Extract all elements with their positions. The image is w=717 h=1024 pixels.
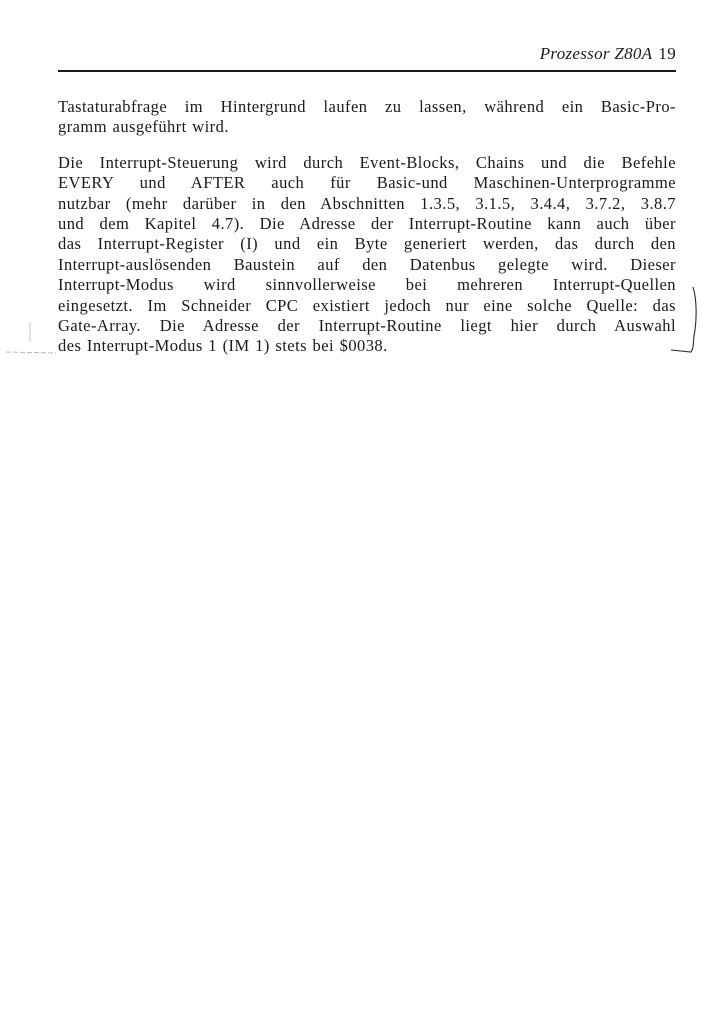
text-line: nutzbar (mehr darüber in den Abschnitten 1.3.5, 3.1.5, 3.4.4, 3.7.2, 3.8.7 [58,193,676,213]
text-line: gramm ausgeführt wird. [58,117,229,137]
body-text [58,97,676,357]
header-section-title: Prozessor Z80A [539,44,653,63]
text-line: das Interrupt-Register (I) und ein Byte generiert werden, das durch den [58,234,676,254]
text-line: Die Interrupt-Steuerung wird durch Event-Blocks, Chains und die Befehle [58,152,676,172]
text-line: Gate-Array. Die Adresse der Interrupt-Routine liegt hier durch Auswahl [58,316,676,336]
text-line: EVERY und AFTER auch für Basic-und Maschinen-Unterprogramme [58,173,676,193]
paragraph-1 [58,97,676,138]
text-line: eingesetzt. Im Schneider CPC existiert jedoch nur eine solche Quelle: das [58,295,676,315]
text-line: Tastaturabfrage im Hintergrund laufen zu lassen, während ein Basic-Pro- [58,97,676,116]
left-margin-underline-mark [6,352,56,353]
text-line: Interrupt-Modus wird sinnvollerweise bei mehreren Interrupt-Quellen [58,275,676,295]
text-line: und dem Kapitel 4.7). Die Adresse der Interrupt-Routine kann auch über [58,214,676,234]
text-line: Interrupt-auslösenden Baustein auf den Datenbus gelegte wird. Dieser [58,254,676,274]
page-number: 19 [658,44,676,63]
text-line: des Interrupt-Modus 1 (IM 1) stets bei $0038. [58,336,388,356]
running-header [540,44,676,64]
paragraph-2 [58,153,676,357]
page-header [58,36,676,72]
